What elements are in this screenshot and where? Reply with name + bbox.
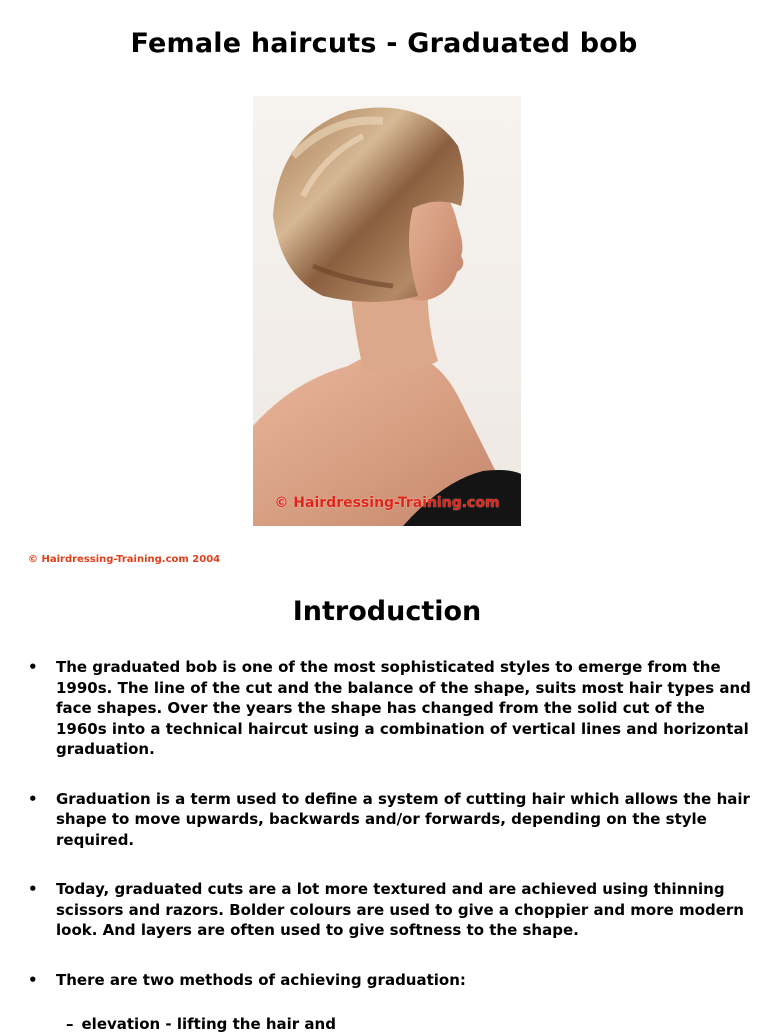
bullet-icon: • xyxy=(28,789,38,808)
sub-bullet-item: – elevation - lifting the hair and xyxy=(66,1015,336,1033)
bullet-list xyxy=(28,657,758,1019)
bullet-icon: • xyxy=(28,880,38,898)
bullet-item: • Today, graduated cuts are a lot more textured and are achieved using thinning scissors and razors. Bolder colours are used to give a choppier and more modern look. And layers are often used to give softness to the shape. xyxy=(28,880,744,939)
section-heading: Introduction xyxy=(292,596,482,627)
hairstyle-photo xyxy=(253,96,521,526)
bullet-icon: • xyxy=(28,658,38,676)
bullet-item: • Graduation is a term used to define a system of cutting hair which allows the hair shape to move upwards, backwards and/or forwards, depending on the style required. xyxy=(28,789,750,849)
bullet-item: • There are two methods of achieving graduation: xyxy=(28,970,466,989)
page-title: Female haircuts - Graduated bob xyxy=(130,28,638,59)
bullet-item: • The graduated bob is one of the most sophisticated styles to emerge from the 1990s. The line of the cut and the balance of the shape, suits most hair types and face shapes. Over the years the shape has changed from the solid cut of the 1960s into a technical haircut using a combination of vertical lines and horizontal graduation. xyxy=(28,658,751,758)
photo-watermark: © Hairdressing-Training.com xyxy=(274,495,500,511)
bullet-icon: • xyxy=(28,970,38,989)
dash-bullet-icon: – xyxy=(66,1015,74,1033)
copyright-notice: © Hairdressing-Training.com 2004 xyxy=(28,554,221,565)
